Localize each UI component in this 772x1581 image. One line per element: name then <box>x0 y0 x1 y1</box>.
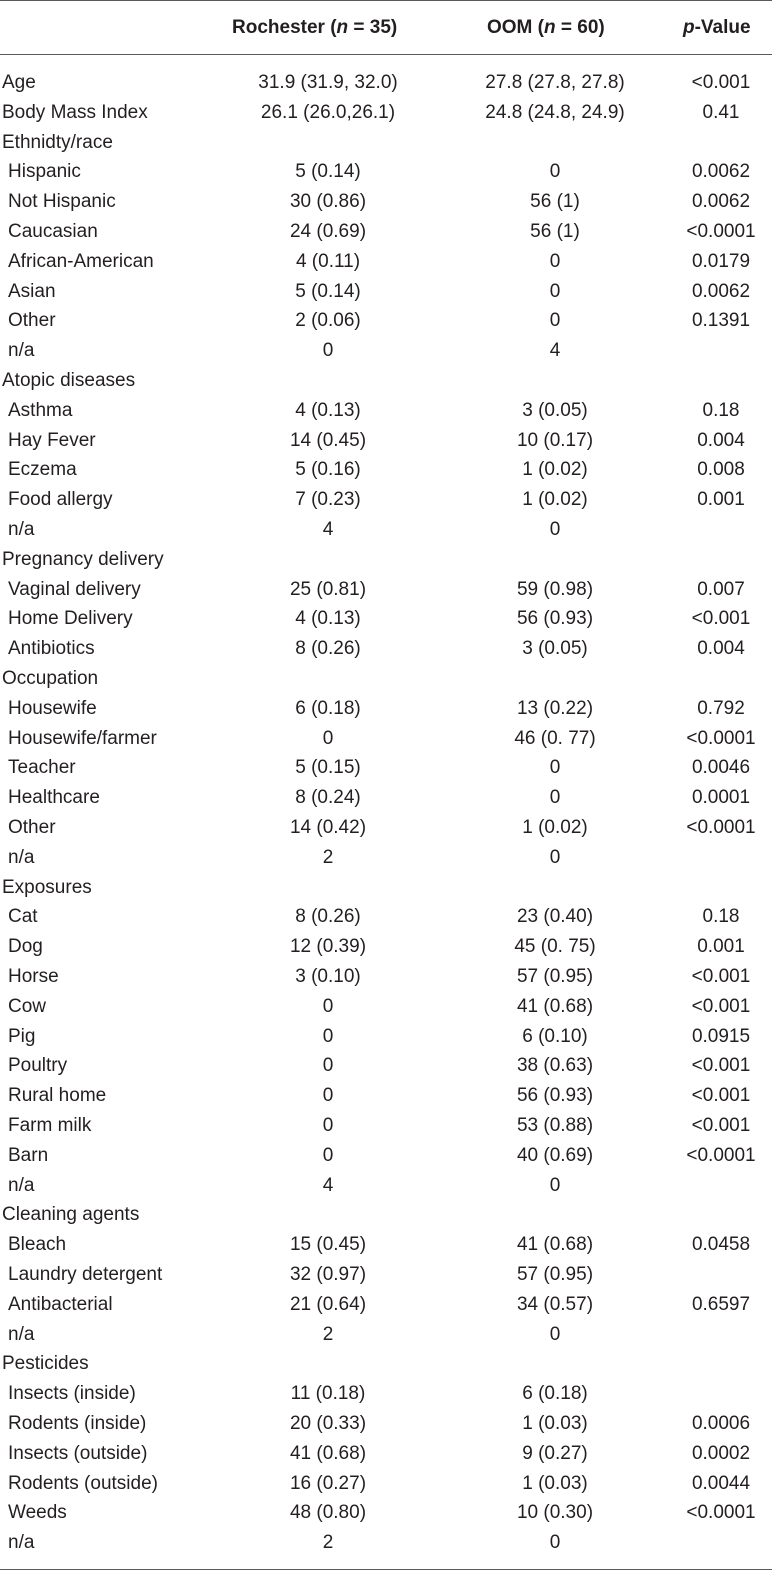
rochester-value: 4 <box>322 1174 334 1196</box>
table-row <box>0 1469 772 1499</box>
table-row <box>0 1051 772 1081</box>
oom-value: 0 <box>549 1532 561 1554</box>
oom-value: 0 <box>549 161 561 183</box>
table-row <box>0 873 772 903</box>
rochester-value: 26.1 (26.0,26.1) <box>260 101 396 123</box>
row-label: n/a <box>8 340 35 362</box>
table-row <box>0 247 772 277</box>
rochester-value: 32 (0.97) <box>289 1264 367 1285</box>
rochester-value: 4 (0.13) <box>295 608 361 630</box>
rochester-value: 0 <box>322 1115 334 1136</box>
table-row <box>0 1409 772 1439</box>
oom-value: 3 (0.05) <box>522 638 588 660</box>
table-row <box>0 1141 772 1171</box>
row-label: Asthma <box>8 399 73 421</box>
rochester-value: 2 (0.06) <box>295 310 361 332</box>
table-row <box>0 1528 772 1558</box>
p-value: 0.1391 <box>691 310 751 332</box>
p-value: 0.41 <box>702 101 740 123</box>
oom-value: 13 (0.22) <box>516 697 594 719</box>
rochester-value: 0 <box>322 1025 334 1047</box>
oom-value: 10 (0.17) <box>516 429 594 451</box>
p-value: 0.0001 <box>691 787 751 809</box>
oom-value: 0 <box>549 846 561 868</box>
rochester-value: 0 <box>322 727 334 749</box>
p-value: 0.0006 <box>691 1413 751 1434</box>
row-label: Bleach <box>8 1234 67 1256</box>
table-row <box>0 1349 772 1379</box>
table-row <box>0 336 772 366</box>
row-label: Pig <box>8 1025 36 1047</box>
row-label: Cat <box>8 906 38 928</box>
p-value: 0.007 <box>697 578 745 600</box>
row-label: Barn <box>8 1144 49 1166</box>
row-label: Housewife/farmer <box>8 727 157 749</box>
oom-value: 40 (0.69) <box>516 1144 594 1166</box>
row-label: Poultry <box>8 1055 68 1077</box>
row-label: Pesticides <box>2 1353 89 1375</box>
rochester-value: 2 <box>322 1323 334 1345</box>
oom-value: 0 <box>549 757 561 779</box>
row-label: Laundry detergent <box>8 1264 163 1285</box>
oom-value: 23 (0.40) <box>516 906 594 928</box>
row-label: Teacher <box>8 757 76 779</box>
table-row <box>0 128 772 158</box>
oom-value: 1 (0.03) <box>522 1413 588 1434</box>
row-label: Caucasian <box>8 221 98 242</box>
p-value: 0.004 <box>697 429 745 451</box>
table-row <box>0 187 772 217</box>
p-value: <0.001 <box>691 1055 751 1077</box>
oom-value: 4 <box>549 340 561 362</box>
row-label: Body Mass Index <box>2 101 148 123</box>
rochester-value: 25 (0.81) <box>289 578 367 600</box>
table-row <box>0 1230 772 1260</box>
p-value: <0.001 <box>691 72 751 93</box>
table-row <box>0 724 772 754</box>
p-value: <0.0001 <box>686 817 756 838</box>
p-value: 0.0179 <box>691 250 751 272</box>
header-rule <box>0 54 772 55</box>
row-label: Horse <box>8 966 59 987</box>
p-value: <0.0001 <box>686 221 756 242</box>
rochester-value: 2 <box>322 1532 334 1554</box>
header-p-value: p-Value <box>683 17 751 38</box>
oom-value: 53 (0.88) <box>516 1115 594 1136</box>
oom-value: 0 <box>549 787 561 809</box>
row-label: Hispanic <box>8 161 81 183</box>
rochester-value: 5 (0.16) <box>295 459 361 481</box>
row-label: Eczema <box>8 459 77 481</box>
p-value: 0.0046 <box>691 757 751 779</box>
table-row <box>0 515 772 545</box>
p-value: 0.0044 <box>691 1472 751 1494</box>
rochester-value: 0 <box>322 1085 334 1107</box>
row-label: Not Hispanic <box>8 191 116 213</box>
rochester-value: 0 <box>322 1055 334 1077</box>
row-label: n/a <box>8 846 35 868</box>
oom-value: 0 <box>549 1174 561 1196</box>
p-value: 0.18 <box>702 906 740 928</box>
oom-value: 0 <box>549 310 561 332</box>
row-label: Farm milk <box>8 1115 92 1136</box>
p-value: 0.18 <box>702 399 740 421</box>
rochester-value: 7 (0.23) <box>295 489 361 511</box>
table-row <box>0 277 772 307</box>
p-value: 0.6597 <box>691 1293 751 1315</box>
oom-value: 56 (0.93) <box>516 1085 594 1107</box>
table-row <box>0 604 772 634</box>
oom-value: 34 (0.57) <box>516 1293 594 1315</box>
table-row <box>0 783 772 813</box>
rochester-value: 4 (0.11) <box>295 250 361 272</box>
table-row <box>0 902 772 932</box>
row-label: Asian <box>8 280 56 302</box>
p-value: <0.001 <box>691 995 751 1017</box>
table-row <box>0 575 772 605</box>
row-label: Rodents (inside) <box>8 1413 147 1434</box>
oom-value: 1 (0.02) <box>522 817 588 838</box>
row-label: Other <box>8 310 56 332</box>
table-row <box>0 1171 772 1201</box>
row-label: Vaginal delivery <box>8 578 141 600</box>
row-label: Antibacterial <box>8 1293 113 1315</box>
rochester-value: 14 (0.42) <box>289 817 367 838</box>
table-row <box>0 157 772 187</box>
table-row <box>0 485 772 515</box>
table-row <box>0 664 772 694</box>
oom-value: 9 (0.27) <box>522 1442 588 1464</box>
row-label: Other <box>8 817 56 838</box>
p-value: <0.001 <box>691 966 751 987</box>
oom-value: 46 (0. 77) <box>514 727 596 749</box>
row-label: Housewife <box>8 697 97 719</box>
header-oom: OOM (n = 60) <box>487 17 605 38</box>
table-row <box>0 217 772 247</box>
row-label: Exposures <box>2 876 92 898</box>
table-row <box>0 1498 772 1528</box>
rochester-value: 5 (0.14) <box>295 280 361 302</box>
rochester-value: 16 (0.27) <box>289 1472 367 1494</box>
row-label: Rodents (outside) <box>8 1472 158 1494</box>
rochester-value: 8 (0.24) <box>295 787 361 809</box>
row-label: Home Delivery <box>8 608 133 630</box>
p-value: <0.0001 <box>686 727 756 749</box>
oom-value: 0 <box>549 250 561 272</box>
oom-value: 41 (0.68) <box>516 995 594 1017</box>
p-value: <0.001 <box>691 1115 751 1136</box>
oom-value: 1 (0.03) <box>522 1472 588 1494</box>
rochester-value: 0 <box>322 340 334 362</box>
rochester-value: 12 (0.39) <box>289 936 367 958</box>
table-row <box>0 1320 772 1350</box>
bottom-rule <box>0 1569 772 1570</box>
rochester-value: 8 (0.26) <box>295 906 361 928</box>
table-row <box>0 1260 772 1290</box>
rochester-value: 5 (0.15) <box>295 757 361 779</box>
rochester-value: 0 <box>322 1144 334 1166</box>
table-row <box>0 396 772 426</box>
row-label: n/a <box>8 519 35 540</box>
row-label: n/a <box>8 1532 35 1554</box>
rochester-value: 11 (0.18) <box>290 1383 366 1405</box>
rochester-value: 4 (0.13) <box>295 399 361 421</box>
table-row <box>0 98 772 128</box>
oom-value: 41 (0.68) <box>516 1234 594 1256</box>
table-row <box>0 1439 772 1469</box>
rochester-value: 14 (0.45) <box>289 429 367 451</box>
row-label: Antibiotics <box>8 638 95 660</box>
p-value: <0.0001 <box>686 1144 756 1166</box>
row-label: Weeds <box>8 1502 67 1524</box>
table-row <box>0 634 772 664</box>
rochester-value: 48 (0.80) <box>289 1502 367 1524</box>
p-value: 0.0002 <box>691 1442 751 1464</box>
oom-value: 38 (0.63) <box>516 1055 594 1077</box>
rochester-value: 2 <box>322 846 334 868</box>
row-label: Occupation <box>2 668 99 689</box>
table-row <box>0 545 772 575</box>
header-rochester: Rochester (n = 35) <box>232 17 398 38</box>
p-value: 0.0062 <box>691 161 751 183</box>
oom-value: 3 (0.05) <box>522 399 588 421</box>
rochester-value: 4 <box>322 519 334 540</box>
table-row <box>0 1379 772 1409</box>
row-label: Insects (outside) <box>8 1442 148 1464</box>
rochester-value: 6 (0.18) <box>295 697 361 719</box>
oom-value: 0 <box>549 280 561 302</box>
table-row <box>0 753 772 783</box>
p-value: 0.0062 <box>691 191 751 213</box>
row-label: Healthcare <box>8 787 100 809</box>
rochester-value: 0 <box>322 995 334 1017</box>
table-row <box>0 455 772 485</box>
row-label: Dog <box>8 936 43 958</box>
oom-value: 56 (1) <box>530 191 580 213</box>
table-row <box>0 1200 772 1230</box>
oom-value: 0 <box>549 519 561 540</box>
oom-value: 10 (0.30) <box>516 1502 594 1524</box>
p-value: 0.004 <box>697 638 745 660</box>
rochester-value: 3 (0.10) <box>295 966 361 987</box>
row-label: Food allergy <box>8 489 113 511</box>
table-row <box>0 992 772 1022</box>
oom-value: 6 (0.10) <box>522 1025 588 1047</box>
oom-value: 27.8 (27.8, 27.8) <box>485 72 625 93</box>
table-row <box>0 962 772 992</box>
table-row <box>0 932 772 962</box>
row-label: n/a <box>8 1174 35 1196</box>
p-value: 0.0458 <box>691 1234 751 1256</box>
row-label: n/a <box>8 1323 35 1345</box>
table-row <box>0 1290 772 1320</box>
oom-value: 1 (0.02) <box>522 489 588 511</box>
p-value: 0.0062 <box>691 280 751 302</box>
oom-value: 0 <box>549 1323 561 1345</box>
oom-value: 24.8 (24.8, 24.9) <box>485 101 625 123</box>
table-row <box>0 1081 772 1111</box>
table-row <box>0 813 772 843</box>
oom-value: 56 (0.93) <box>516 608 594 630</box>
table-header <box>0 0 772 54</box>
rochester-value: 30 (0.86) <box>289 191 367 213</box>
oom-value: 56 (1) <box>530 221 580 242</box>
rochester-value: 41 (0.68) <box>289 1442 367 1464</box>
row-label: Rural home <box>8 1085 107 1107</box>
table-row <box>0 843 772 873</box>
rochester-value: 8 (0.26) <box>295 638 361 660</box>
oom-value: 45 (0. 75) <box>514 936 596 958</box>
p-value: 0.001 <box>697 936 745 958</box>
row-label: Hay Fever <box>8 429 96 451</box>
row-label: Pregnancy delivery <box>2 548 164 570</box>
rochester-value: 15 (0.45) <box>289 1234 367 1256</box>
oom-value: 57 (0.95) <box>516 1264 594 1285</box>
oom-value: 59 (0.98) <box>516 578 594 600</box>
p-value: 0.0915 <box>691 1025 751 1047</box>
p-value: <0.001 <box>691 608 751 630</box>
table-row <box>0 306 772 336</box>
p-value: 0.001 <box>697 489 745 511</box>
table-row <box>0 366 772 396</box>
table-row <box>0 426 772 456</box>
table-row <box>0 1111 772 1141</box>
table-row <box>0 1022 772 1052</box>
row-label: Atopic diseases <box>2 370 136 391</box>
row-label: Insects (inside) <box>8 1383 136 1405</box>
p-value: 0.792 <box>697 697 745 719</box>
row-label: Cleaning agents <box>2 1204 140 1226</box>
row-label: Cow <box>8 995 47 1017</box>
table-row <box>0 68 772 98</box>
p-value: <0.001 <box>691 1085 751 1107</box>
oom-value: 6 (0.18) <box>522 1383 588 1405</box>
rochester-value: 21 (0.64) <box>289 1293 367 1315</box>
rochester-value: 20 (0.33) <box>289 1413 367 1434</box>
row-label: Age <box>2 72 36 93</box>
row-label: Ethnidty/race <box>2 131 113 153</box>
p-value: <0.0001 <box>686 1502 756 1524</box>
rochester-value: 24 (0.69) <box>289 221 367 242</box>
rochester-value: 31.9 (31.9, 32.0) <box>258 72 398 93</box>
table-row <box>0 694 772 724</box>
rochester-value: 5 (0.14) <box>295 161 361 183</box>
p-value: 0.008 <box>697 459 745 481</box>
row-label: African-American <box>8 250 154 272</box>
oom-value: 57 (0.95) <box>516 966 594 987</box>
oom-value: 1 (0.02) <box>522 459 588 481</box>
